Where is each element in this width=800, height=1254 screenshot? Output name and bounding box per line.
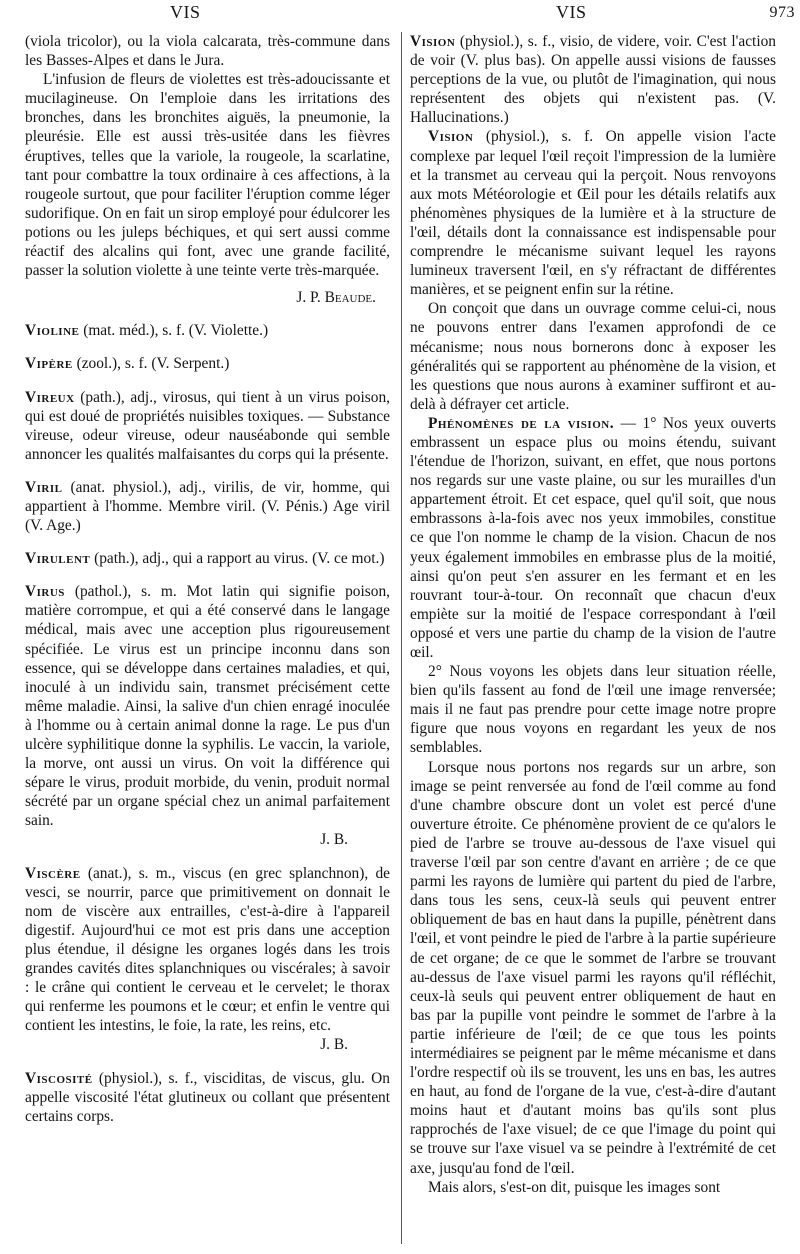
paragraph-mais-alors: Mais alors, s'est-on dit, puisque les images sont [428,1178,721,1196]
running-head-left: VIS [170,2,201,22]
signature-beaude: J. P. Beaude. [296,289,376,307]
headword-vision-2: Vision [428,128,474,146]
entry-violine-text: (mat. méd.), s. f. (V. Violette.) [79,322,269,340]
column-divider [401,32,402,1244]
entry-vipere [25,354,390,373]
violet-continuation: (viola tricolor), ou la viola calcarata, très-commune dans les Basses-Alpes et dans le Jura. [25,33,390,70]
entry-vision-1-text: (physiol.), s. f., visio, de videre, voir. C'est l'action de voir (V. plus bas). On appelle aussi visions de fausses perceptions de la vue, ou plutôt de l'imagination, qui nous représentent des objets qui n'existent pas. (V. Hallucinations.) [410,33,776,127]
entry-virulent [25,549,390,568]
section-phenomenes-text: — 1° Nos yeux ouverts embrassent un espace plus ou moins étendu, suivant l'étendue de l'horizon, suivant, en effet, que nous portons nos regards sur une vaste plaine, ou sur les murailles d'un appartement étroit. Et cet espace, quel qu'il soit, que nous embrassons à-la-fois avec nos yeux immobiles, constitue ce que l'on nomme le champ de la vision. Chacun de nos yeux également immobiles en embrasse plus de la moitié, ainsi qu'on peut s'en assurer en les fermant et en les rouvrant tour-à-tour. On reconnaît que chacun d'eux empiète sur la moitié de l'espace correspondant à l'œil opposé et vers une partie du champ de la vision de l'autre œil. [410,414,776,661]
page-number: 973 [769,4,795,21]
signature-jb-1: J. B. [320,831,348,849]
infusion-paragraph: L'infusion de fleurs de violettes est très-adoucissante et mucilagineuse. On l'emploie dans les irritations des bronches, dans les bronchites aiguës, la pneumonie, la pleurésie. Elle est aussi très-usitée dans les fièvres éruptives, telles que la variole, la rougeole, la scarlatine, tant pour combattre la toux ordinaire à ces affections, à la rougeole surtout, que pour faciliter l'éruption comme léger sudorifique. On en fait un sirop employé pour édulcorer les potions ou les juleps béchiques, et qui sert aussi comme réactif des alcalins qui font, avec une grande facilité, passer la solution violette à une teinte verte très-marquée. [25,71,391,280]
entry-virulent-text: (path.), adj., qui a rapport au virus. (V. ce mot.) [90,550,385,568]
entry-viscere [25,864,390,1036]
entry-vision-1 [410,32,776,127]
entry-vision-2-text: (physiol.), s. f. On appelle vision l'acte complexe par lequel l'œil reçoit l'impression de la lumière et la transmet au cerveau qui la perçoit. Nous renvoyons aux mots Météorologie et Œil pour les détails relatifs aux phénomènes physiques de la lumière et à la structure de l'œil, détails dont la connaissance est indispensable pour comprendre le mécanisme suivant lequel les rayons lumineux traversent l'œil, en s'y réfractant de différentes manières, et se peignent enfin sur la rétine. [410,128,776,299]
signature-jb-2: J. B. [320,1036,348,1054]
headword-viscere: Viscère [25,864,81,882]
entry-violine [25,321,390,340]
headword-viril: Viril [25,478,63,496]
entry-vireux-text: (path.), adj., virosus, qui tient à un virus poison, qui est doué de propriétés nuisibles toxiques. — Substance vireuse, odeur vireuse, odeur nauséabonde qui semble annoncer les qualités malfaisantes du corps qui la présente. [25,388,390,463]
paragraph-on-concoit: On conçoit que dans un ouvrage comme celui-ci, nous ne pouvons entrer dans l'examen approfondi de ce mécanisme; nous nous bornerons donc à exposer les généralités qui se rapportent au phénomène de la vision, et les questions que nous aurons à examiner suffiront et au-delà à défrayer cet article. [410,300,776,413]
entry-viscosite [25,1069,390,1126]
entry-virus [25,582,390,830]
entry-viril [25,478,390,535]
headword-vision-1: Vision [410,33,456,50]
section-heading-phenomenes: Phénomènes de la vision. [428,414,615,432]
entry-vipere-text: (zool.), s. f. (V. Serpent.) [72,355,230,373]
headword-viscosite: Viscosité [25,1069,93,1087]
paragraph-arbre: Lorsque nous portons nos regards sur un arbre, son image se peint renversée au fond de l'œil comme au fond d'une chambre obscure dont un volet est percé d'une ouverture étroite. Ce phénomène provient de ce qu'alors le pied de l'arbre se trouve au-dessous de l'axe visuel qui traverse l'œil par son centre d'avant en arrière ; de ce que parmi les rayons de lumière qui partent du pied de l'arbre, dans tous les sens, ceux-là seuls qui peuvent entrer obliquement de bas en haut dans la pupille, pénètrent dans l'œil, et vont peindre le pied de l'arbre à la partie supérieure de cet organe; de ce que le sommet de l'arbre se trouvant au-dessus de l'axe visuel parmi les rayons qu'il réfléchit, ceux-là seuls qui peuvent entrer obliquement de haut en bas par la pupille vont peindre le sommet de l'arbre à la partie inférieure de l'œil; de ce que tous les points intermédiaires se peignent par le même mécanisme et dans l'ordre respectif où ils se trouvent, les uns en bas, les autres en haut, au fond de l'organe de la vue, c'est-à-dire d'autant moins haut et d'autant moins bas qu'ils sont plus rapprochés de l'axe visuel; de ce que l'image du point qui se trouve sur l'axe visuel va se peindre à l'extrémité de cet axe, jusqu'au fond de l'œil. [410,758,776,1177]
headword-violine: Violine [25,322,80,340]
left-column [25,32,390,1126]
entry-viscosite-text: (physiol.), s. f., visciditas, de viscus, glu. On appelle viscosité l'état glutineux ou collant que présentent certains corps. [25,1069,390,1125]
right-column [410,32,776,1197]
paragraph-situation-reelle: 2° Nous voyons les objets dans leur situation réelle, bien qu'ils fassent au fond de l'œil une image renversée; mais il ne faut pas prendre pour cette image notre propre figure que nous voyons en regardant les yeux de nos semblables. [410,663,776,757]
entry-vision-2 [410,127,776,299]
running-head-right: VIS [556,2,587,22]
headword-virulent: Virulent [25,550,91,568]
entry-virus-text: (pathol.), s. m. Mot latin qui signifie poison, matière corrompue, et qui a été conservé dans le langage médical, mais avec une acception plus rigoureusement spécifiée. Le virus est un principe inconnu dans son essence, qui se développe dans certaines maladies, et qui, inoculé à un individu sain, transmet précisément cette même maladie. Ainsi, la salive d'un chien enragé inoculée à l'homme ou à certain animal donne la rage. Le pus d'un ulcère syphilitique donne la syphilis. Le vaccin, la variole, la morve, ont aussi un virus. On voit la différence qui sépare le virus, produit morbide, du venin, produit normal sécrété par un organe spécial chez un animal parfaitement sain. [25,583,390,830]
entry-vireux [25,388,390,464]
headword-virus: Virus [25,583,65,601]
section-phenomenes [410,414,776,662]
entry-viscere-text: (anat.), s. m., viscus (en grec splanchnon), de vesci, se nourrir, parce que primitivement on donnait le nom de viscère aux entrailles, c'est-à-dire à l'appareil digestif. Aujourd'hui ce mot est pris dans une acception plus étendue, il désigne les organes logés dans les trois grandes cavités dites splanchniques ou viscérales; à savoir : le crâne qui contient le cerveau et le cervelet; le thorax qui renferme les poumons et le cœur; et enfin le ventre qui contient les intestins, le foie, la rate, les reins, etc. [25,864,390,1035]
entry-viril-text: (anat. physiol.), adj., virilis, de vir, homme, qui appartient à l'homme. Membre viril. (V. Pénis.) Age viril (V. Age.) [25,478,390,535]
headword-vipere: Vipère [25,355,73,373]
headword-vireux: Vireux [25,388,75,406]
